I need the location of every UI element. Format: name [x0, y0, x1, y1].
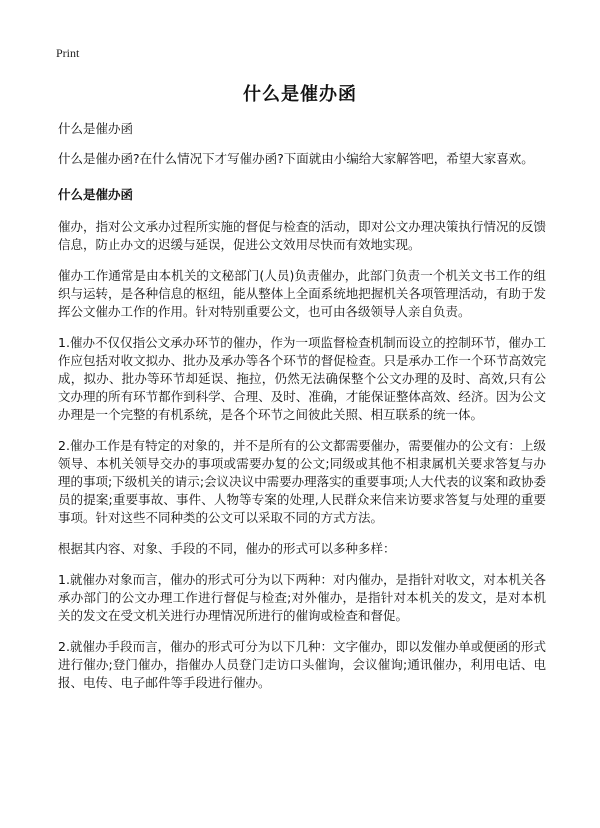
paragraph-4: 2.催办工作是有特定的对象的，并不是所有的公文都需要催办，需要催办的公文有：上级领导、本机关领导交办的事项或需要办复的公文;同级或其他不相隶属机关要求答复与办理的事项;下级机关的请示;会议决议中需要办理落实的重要事项;人大代表的议案和政协委员的提案;重要事故、事件、人物等专案的处理,人民群众来信来访要求答复与处理的重要事项。针对这些不同种类的公文可以采取不同的方式方法。: [58, 438, 546, 525]
paragraph-2: 催办工作通常是由本机关的文秘部门(人员)负责催办，此部门负责一个机关文书工作的组织与运转，是各种信息的枢纽，能从整体上全面系统地把握机关各项管理活动，有助于发挥公文催办工作的作用。针对特别重要公文，也可由各级领导人亲自负责。: [58, 268, 546, 319]
article-content: [58, 120, 546, 705]
print-label: Print: [56, 46, 80, 60]
paragraph-5: 根据其内容、对象、手段的不同，催办的形式可以多种多样：: [58, 541, 396, 556]
section-heading: 什么是催办函: [58, 187, 134, 202]
paragraph-7: 2.就催办手段而言，催办的形式可分为以下几种：文字催办，即以发催办单或便函的形式进行催办;登门催办，指催办人员登门走访口头催询，会议催询;通讯催办，利用电话、电报、电传、电子邮件等手段进行催办。: [58, 639, 546, 690]
paragraph-1: 催办，指对公文承办过程所实施的督促与检查的活动，即对公文办理决策执行情况的反馈信息，防止办文的迟缓与延误，促进公文效用尽快而有效地实现。: [58, 219, 546, 252]
article-subtitle: 什么是催办函: [58, 121, 134, 136]
paragraph-6: 1.就催办对象而言，催办的形式可分为以下两种：对内催办，是指针对收文，对本机关各承办部门的公文办理工作进行督促与检查;对外催办，是指针对本机关的发文，是对本机关的发文在受文机关进行办理情况所进行的催询或检查和督促。: [58, 572, 546, 623]
article-intro: 什么是催办函?在什么情况下才写催办函?下面就由小编给大家解答吧，希望大家喜欢。: [58, 151, 534, 166]
paragraph-3: 1.催办不仅仅指公文承办环节的催办，作为一项监督检查机制而设立的控制环节，催办工作应包括对收文拟办、批办及承办等各个环节的督促检查。只是承办工作一个环节高效完成，拟办、批办等环节却延误、拖拉，仍然无法确保整个公文办理的及时、高效,只有公文办理的所有环节都作到科学、合理、及时、准确，才能保证整体高效、经济。因为公文办理是一个完整的有机系统，是各个环节之间彼此关照、相互联系的统一体。: [58, 335, 546, 422]
page-title: 什么是催办函: [243, 84, 357, 105]
